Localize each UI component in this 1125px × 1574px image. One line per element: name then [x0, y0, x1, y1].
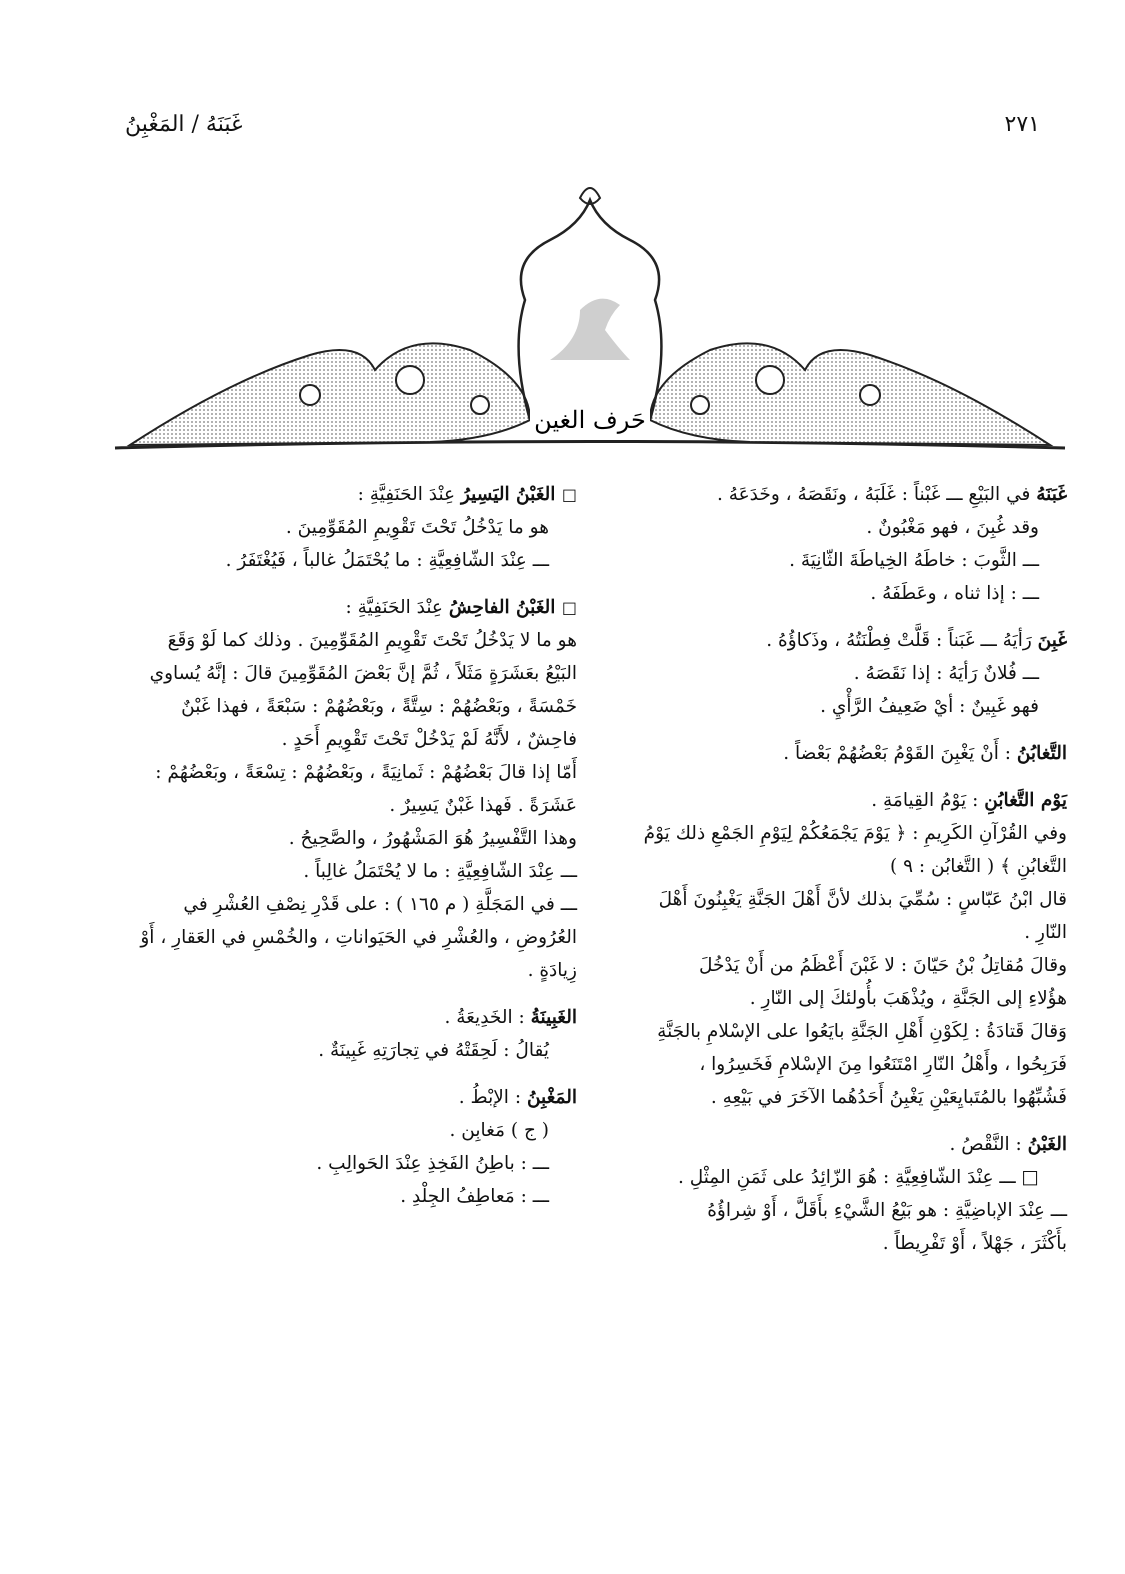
entry-line: هؤُلاءِ إلى الجَنَّةِ ، ويُذْهَبَ بأُولئكَ إلى النّارِ .: [749, 988, 1067, 1009]
headword: يَوْم التَّغابُنِ: [984, 790, 1067, 811]
ornament-left-wing: [130, 343, 530, 445]
entry-line: ـــ : مَعاطِفُ الجِلْدِ .: [400, 1186, 549, 1207]
entry-line: ـــ : باطِنُ الفَخِذِ عِنْدَ الحَوالِبِ .: [316, 1153, 549, 1174]
definition: : يَوْمُ القِيامَةِ .: [871, 790, 985, 811]
entry-alghabina: [127, 1001, 577, 1067]
entry-line: فاحِشٌ ، لأَنَّهُ لَمْ يَدْخُلْ تَحْتَ تَقْوِيمِ أَحَدٍ .: [281, 729, 577, 750]
definition: : الإبْطُ .: [458, 1087, 527, 1108]
entry-almaghbin: [127, 1081, 577, 1213]
entry-line: ـــ في المَجَلَّةِ ( م ١٦٥ ) : على قَدْرِ نِصْفِ العُشْرِ في: [183, 894, 577, 915]
entry-line: وفي القُرْآنِ الكَرِيمِ : ﴿ يَوْمَ يَجْمَعُكُمْ لِيَوْمِ الجَمْعِ ذلك يَوْمُ: [643, 823, 1067, 844]
page-number: ٢٧١: [1004, 112, 1040, 137]
ornament-right-wing: [650, 343, 1050, 445]
entry-line: النّارِ .: [1024, 922, 1067, 943]
entry-line: زِيادَةٍ .: [527, 960, 577, 981]
definition: : النَّقْصُ .: [949, 1134, 1028, 1155]
entry-line: العُرُوضِ ، والعُشْرِ في الحَيَواناتِ ، والخُمْسِ في العَقارِ ، أَوْ: [140, 927, 577, 948]
entry-alghabn-alfahish: [127, 591, 577, 987]
entry-line: أَمّا إذا قالَ بَعْضُهُمْ : ثَمانِيَةً ، وبَعْضُهُمْ : تِسْعَةً ، وبَعْضُهُمْ :: [155, 762, 577, 783]
definition: عِنْدَ الحَنَفِيَّةِ :: [357, 484, 461, 505]
entry-line: ـــ عِنْدَ الشّافِعِيَّةِ : ما لا يُحْتَمَلُ غالِباً .: [303, 861, 577, 882]
entry-line: خَمْسَةً ، وبَعْضُهُمْ : سِتَّةً ، وبَعْضُهُمْ : سَبْعَةً ، فهذا غَبْنٌ: [181, 696, 577, 717]
entry-line: عَشَرَةً . فَهذا غَبْنٌ يَسِيرٌ .: [389, 795, 577, 816]
headword: الغَبْنُ: [1027, 1134, 1067, 1155]
chapter-ornament: [110, 180, 1070, 460]
entry-line: وقالَ مُقاتِلُ بْنُ حَيّانَ : لا غَبْنَ أَعْظَمُ من أَنْ يَدْخُلَ: [698, 955, 1067, 976]
running-head: غَبَنَهُ / المَغْبِنُ: [125, 112, 243, 137]
entry-line: ( ج ) مَغابِن .: [449, 1120, 549, 1141]
box-marker-icon: □: [561, 485, 577, 504]
page-header: [125, 112, 1040, 152]
ornament-title: حَرف الغين: [534, 406, 646, 434]
entry-line: وقد غُبِنَ ، فهو مَغْبُونٌ .: [866, 517, 1039, 538]
entry-line: التَّغابُنِ ﴾ ( التَّغابُن : ٩ ): [889, 856, 1067, 877]
entry-line: □ ـــ عِنْدَ الشّافِعِيَّةِ : هُوَ الزّائِدُ على ثَمَنِ المِثْلِ .: [677, 1167, 1039, 1188]
ornament-emblem: [550, 299, 630, 360]
entry-line: قال ابْنُ عَبّاسٍ : سُمِّيَ بذلك لأنَّ أَهْلَ الجَنَّةِ يَغْبِنُونَ أَهْلَ: [658, 889, 1067, 910]
definition: : الخَدِيعَةُ .: [444, 1007, 531, 1028]
definition: : أَنْ يَغْبِنَ القَوْمُ بَعْضُهُمْ بَعْضاً .: [783, 743, 1017, 764]
entry-alghabn-alyasir: [127, 478, 577, 577]
headword: المَغْبِنُ: [526, 1087, 577, 1108]
entry-line: وَقالَ قَتادَةُ : لِكَوْنِ أَهْلِ الجَنَّةِ بايَعُوا على الإسْلامِ بالجَنَّةِ: [657, 1021, 1067, 1042]
definition: عِنْدَ الحَنَفِيَّةِ :: [345, 597, 449, 618]
entry-ghabanahu: [597, 478, 1067, 610]
definition: رَأيَهُ ـــ غَبَناً : قَلَّتْ فِطْنَتُهُ ، وذَكاؤُهُ .: [766, 630, 1038, 651]
entry-line: وهذا التَّفْسِيرُ هُوَ المَشْهُورُ ، والصَّحِيحُ .: [288, 828, 577, 849]
entry-yawm-altaghabun: [597, 784, 1067, 1114]
headword: غَبَنَهُ: [1036, 484, 1067, 505]
entry-line: ـــ فُلانٌ رَأيَهُ : إذا نَقَصَهُ .: [853, 663, 1039, 684]
entry-alghabn: [597, 1128, 1067, 1260]
entry-line: ـــ الثَّوبَ : خاطَهُ الخِياطَةَ الثّانِيَةَ .: [789, 550, 1039, 571]
entry-line: فَشُبِّهُوا بالمُتَبايِعَيْنِ يَغْبِنُ أَحَدُهُما الآخَرَ في بَيْعِهِ .: [710, 1087, 1067, 1108]
entry-line: هو ما يَدْخُلُ تَحْتَ تَقْوِيمِ المُقَوِّمِينَ .: [285, 517, 549, 538]
entry-line: يُقالُ : لَحِقَتْهُ في تِجارَتِهِ غَبِينَةٌ .: [318, 1040, 549, 1061]
entry-line: بأَكْثَرَ ، جَهْلاً ، أَوْ تَفْرِيطاً .: [882, 1233, 1067, 1254]
headword: الغَبْنُ اليَسِيرُ: [460, 484, 562, 505]
entry-line: ـــ عِنْدَ الشّافِعِيَّةِ : ما يُحْتَمَلُ غالباً ، فَيُغْتَفَرُ .: [225, 550, 549, 571]
entry-line: فَرَبِحُوا ، وأَهْلُ النّارِ امْتَنَعُوا مِنَ الإسْلامِ فَخَسِرُوا ،: [699, 1054, 1067, 1075]
left-column: [127, 478, 577, 1227]
headword: التَّغابُنُ: [1016, 743, 1067, 764]
entry-line: هو ما لا يَدْخُلُ تَحْتَ تَقْوِيمِ المُقَوِّمِينَ . وذلك كما لَوْ وَقَعَ: [167, 630, 577, 651]
entry-taghabun: [597, 737, 1067, 770]
definition: في البَيْعِ ـــ غَبْناً : غَلَبَهُ ، ونَقَصَهُ ، وخَدَعَهُ .: [716, 484, 1037, 505]
right-column: [597, 478, 1067, 1274]
headword: الغَبِينَةُ: [530, 1007, 577, 1028]
entry-ghabina: [597, 624, 1067, 723]
entry-line: فهو غَبِينٌ : أيْ ضَعِيفُ الرَّأْيِ .: [820, 696, 1039, 717]
box-marker-icon: □: [561, 598, 577, 617]
entry-line: البَيْعُ بعَشَرَةٍ مَثَلاً ، ثُمَّ إنَّ بَعْضَ المُقَوِّمِينَ قالَ : إنَّهُ يُساوي: [149, 663, 577, 684]
entry-line: ـــ : إذا ثناه ، وعَطَفَهُ .: [870, 583, 1039, 604]
entry-line: ـــ عِنْدَ الإباضِيَّةِ : هو بَيْعُ الشَّيْءِ بأَقَلَّ ، أَوْ شِراؤُهُ: [707, 1200, 1067, 1221]
headword: غَبِنَ: [1037, 630, 1067, 651]
headword: الغَبْنُ الفاحِشُ: [448, 597, 562, 618]
